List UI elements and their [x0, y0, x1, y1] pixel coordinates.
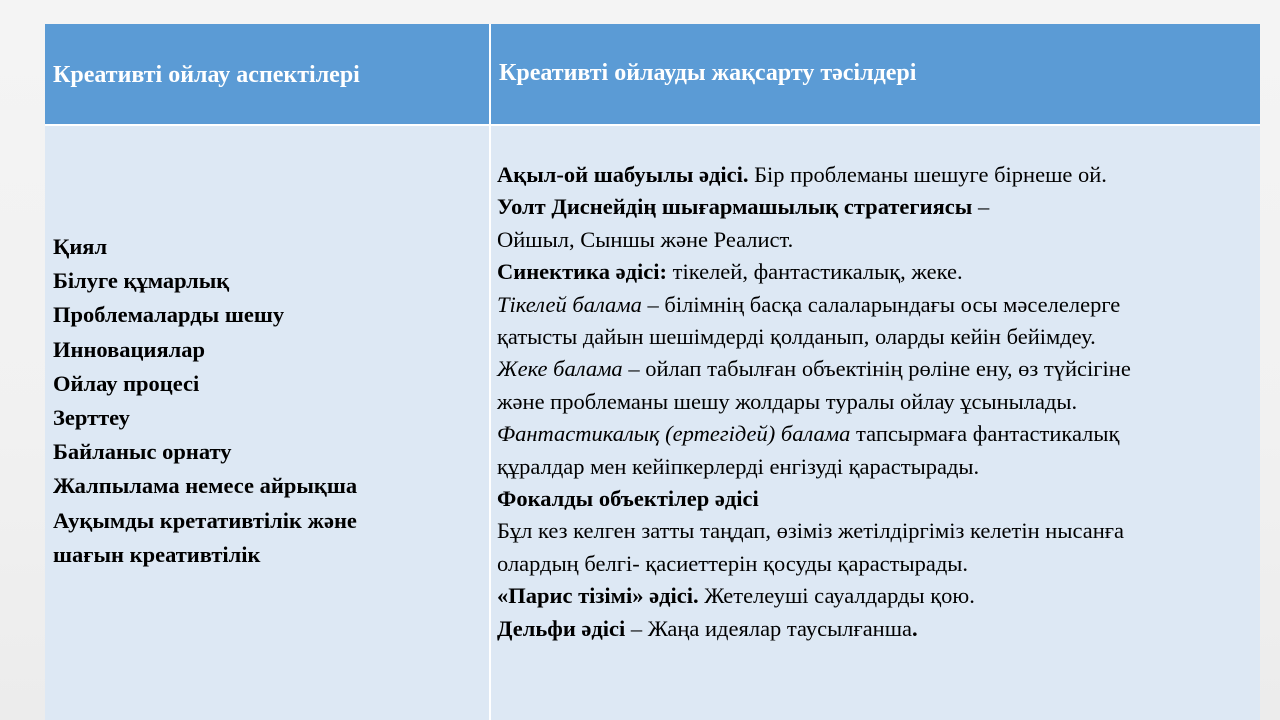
aspect-item: Проблемаларды шешу — [53, 302, 285, 328]
method-text-segment: – Жаңа идеялар таусылғанша — [625, 615, 913, 641]
method-line — [497, 159, 1254, 191]
method-text-segment: Дельфи әдісі — [497, 615, 626, 641]
method-text-segment: Фокалды объектілер әдісі — [497, 486, 759, 512]
method-line — [497, 483, 1254, 515]
header-cell-aspects — [45, 24, 489, 124]
method-text-segment: . — [912, 615, 918, 641]
header-methods-text: Креативті ойлауды жақсарту тәсілдері — [499, 60, 917, 86]
methods-text — [497, 159, 1254, 645]
aspect-item: Ойлау процесі — [53, 370, 200, 396]
method-text-segment: Фантастикалық (ертегідей) балама — [497, 421, 851, 447]
method-line — [497, 353, 1254, 385]
method-line — [497, 580, 1254, 612]
method-line — [497, 289, 1254, 321]
aspects-cell — [45, 126, 489, 720]
method-line — [497, 224, 1254, 256]
method-line — [497, 548, 1254, 580]
aspects-list — [53, 230, 489, 572]
method-text-segment: Бір проблеманы шешуге бірнеше ой. — [748, 162, 1107, 187]
methods-cell — [491, 126, 1260, 720]
aspect-item: Байланыс орнату — [53, 439, 232, 465]
aspect-item: шағын креативтілік — [53, 541, 261, 567]
method-text-segment: – білімнің басқа салаларындағы осы мәселелерге — [641, 291, 1121, 317]
method-line — [497, 321, 1254, 353]
method-text-segment: олардың белгі- қасиеттерін қосуды қарастырады. — [497, 550, 969, 576]
method-text-segment: Ойшыл, Сыншы және Реалист. — [497, 226, 794, 252]
method-text-segment: Ақыл-ой шабуылы әдісі. — [497, 162, 749, 187]
aspect-item: Инновациялар — [53, 336, 206, 362]
method-line — [497, 451, 1254, 483]
method-line — [497, 191, 1254, 223]
aspect-item: Білуге құмарлық — [53, 268, 230, 294]
header-cell-methods — [491, 24, 1260, 124]
method-text-segment: құралдар мен кейіпкерлерді енгізуді қарастырады. — [497, 453, 980, 479]
aspect-item: Қиял — [53, 234, 108, 259]
method-line — [497, 418, 1254, 450]
aspect-item: Жалпылама немесе айрықша — [53, 473, 358, 499]
method-text-segment: Уолт Диснейдің шығармашылық стратегиясы — [497, 194, 973, 220]
aspect-item: Ауқымды кретативтілік және — [53, 507, 357, 533]
method-line — [497, 386, 1254, 418]
method-line — [497, 613, 1254, 645]
method-text-segment: тікелей, фантастикалық, жеке. — [667, 259, 963, 285]
method-text-segment: Жеке балама — [497, 356, 623, 382]
methods-table — [45, 24, 1260, 720]
method-line — [497, 515, 1254, 547]
method-text-segment: Синектика әдісі: — [497, 259, 667, 285]
method-text-segment: «Парис тізімі» әдісі. — [497, 583, 699, 609]
header-aspects-text: Креативті ойлау аспектілері — [53, 62, 360, 88]
method-text-segment: Тікелей балама — [497, 291, 642, 317]
method-text-segment: – — [972, 194, 990, 220]
method-text-segment: Бұл кез келген затты таңдап, өзіміз жетілдіргіміз келетін нысанға — [497, 518, 1124, 544]
method-text-segment: және проблеманы шешу жолдары туралы ойлау ұсынылады. — [497, 388, 1078, 414]
method-text-segment: Жетелеуші сауалдарды қою. — [698, 583, 975, 609]
aspect-item: Зерттеу — [53, 405, 130, 431]
method-line — [497, 256, 1254, 288]
method-text-segment: – ойлап табылған объектінің рөліне ену, өз түйсігіне — [622, 356, 1131, 382]
method-text-segment: қатысты дайын шешімдерді қолданып, оларды кейін бейімдеу. — [497, 324, 1096, 350]
method-text-segment: тапсырмаға фантастикалық — [850, 421, 1120, 447]
